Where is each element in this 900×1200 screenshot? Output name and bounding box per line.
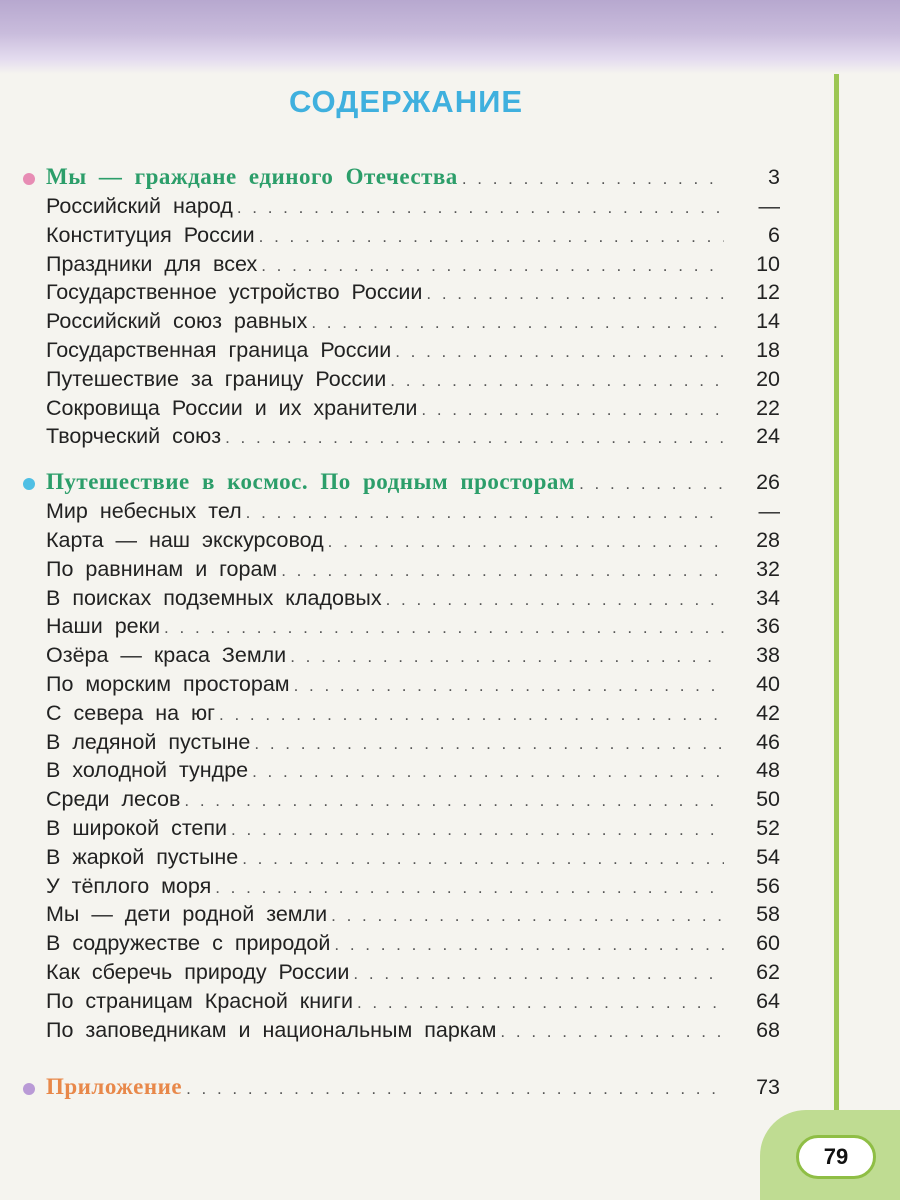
dot-leader — [254, 734, 724, 754]
dot-leader — [261, 256, 724, 276]
toc-item[interactable] — [20, 730, 780, 759]
dot-leader — [186, 1079, 724, 1099]
dot-leader — [331, 906, 724, 926]
toc-item[interactable] — [20, 309, 780, 338]
toc-item-label: Государственное устройство России — [46, 280, 423, 305]
dot-leader — [225, 428, 724, 448]
toc-item[interactable] — [20, 367, 780, 396]
toc-item-label: В холодной тундре — [46, 758, 249, 783]
toc-item-label: У тёплого моря — [46, 873, 212, 898]
section-page-number: 26 — [756, 470, 780, 495]
toc-item[interactable] — [20, 758, 780, 787]
toc-item[interactable] — [20, 194, 780, 223]
dot-leader — [252, 762, 724, 782]
toc-item-page-number: 68 — [756, 1017, 780, 1042]
dot-leader — [290, 647, 724, 667]
toc-item[interactable] — [20, 528, 780, 557]
toc-item-page-number: — — [758, 499, 780, 524]
section-title: Путешествие в космос. По родным просторам — [46, 469, 576, 495]
dot-leader — [421, 400, 724, 420]
toc-item[interactable] — [20, 557, 780, 586]
toc-item-label: По заповедникам и национальным паркам — [46, 1017, 497, 1042]
toc-item-page-number: 20 — [756, 366, 780, 391]
toc-item[interactable] — [20, 280, 780, 309]
toc-item[interactable] — [20, 672, 780, 701]
toc-item-label: Государственная граница России — [46, 337, 392, 362]
section-gap — [20, 1046, 780, 1060]
toc-item[interactable] — [20, 424, 780, 453]
toc-item-label: Сокровища России и их хранители — [46, 395, 418, 420]
toc-item[interactable] — [20, 223, 780, 252]
toc-item-label: Озёра — краса Земли — [46, 643, 287, 668]
dot-leader — [294, 676, 724, 696]
toc-section-heading[interactable] — [20, 164, 780, 194]
toc-item-page-number: 60 — [756, 931, 780, 956]
table-of-contents — [20, 164, 780, 1104]
dot-leader — [219, 705, 724, 725]
toc-item-page-number: 42 — [756, 700, 780, 725]
toc-item-page-number: 48 — [756, 758, 780, 783]
toc-item-label: По морским просторам — [46, 671, 290, 696]
toc-item-page-number: 6 — [768, 222, 780, 247]
toc-item-label: По страницам Красной книги — [46, 988, 353, 1013]
toc-item-page-number: 28 — [756, 527, 780, 552]
toc-item[interactable] — [20, 614, 780, 643]
toc-item-label: Творческий союз — [46, 424, 222, 449]
page-border-line — [834, 74, 839, 1124]
toc-item-page-number: 18 — [756, 337, 780, 362]
toc-item[interactable] — [20, 931, 780, 960]
dot-leader — [395, 342, 724, 362]
toc-item-label: Путешествие за границу России — [46, 366, 387, 391]
toc-item-page-number: 54 — [756, 844, 780, 869]
toc-item-page-number: 24 — [756, 424, 780, 449]
section-title: Мы — граждане единого Отечества — [46, 164, 458, 189]
toc-section-heading[interactable] — [20, 469, 780, 499]
toc-item-page-number: 32 — [756, 556, 780, 581]
dot-leader — [579, 474, 724, 494]
dot-leader — [426, 284, 724, 304]
toc-item[interactable] — [20, 643, 780, 672]
toc-item[interactable] — [20, 787, 780, 816]
toc-item-label: В жаркой пустыне — [46, 844, 239, 869]
dot-leader — [353, 964, 724, 984]
section-page-number: 73 — [756, 1075, 780, 1100]
dot-leader — [246, 503, 724, 523]
toc-item-label: В содружестве с природой — [46, 931, 331, 956]
toc-item-page-number: 10 — [756, 251, 780, 276]
dot-leader — [237, 198, 724, 218]
section-bullet-icon — [23, 173, 35, 185]
toc-item-label: Мир небесных тел — [46, 499, 242, 524]
dot-leader — [231, 820, 724, 840]
top-band — [0, 0, 900, 74]
toc-item[interactable] — [20, 701, 780, 730]
toc-item-label: С севера на юг — [46, 700, 216, 725]
toc-item-label: По равнинам и горам — [46, 556, 278, 581]
toc-item-page-number: 14 — [756, 309, 780, 334]
dot-leader — [462, 169, 724, 189]
section-title: Приложение — [46, 1074, 183, 1100]
section-gap — [20, 1060, 780, 1074]
toc-section-heading[interactable] — [20, 1074, 780, 1104]
toc-item[interactable] — [20, 845, 780, 874]
toc-item[interactable] — [20, 989, 780, 1018]
toc-item[interactable] — [20, 902, 780, 931]
dot-leader — [259, 227, 724, 247]
toc-item-page-number: 12 — [756, 280, 780, 305]
dot-leader — [311, 313, 724, 333]
dot-leader — [164, 618, 724, 638]
toc-item-page-number: 64 — [756, 988, 780, 1013]
toc-item-label: Мы — дети родной земли — [46, 902, 328, 927]
toc-item[interactable] — [20, 1018, 780, 1047]
toc-item-label: В поисках подземных кладовых — [46, 585, 382, 610]
dot-leader — [215, 878, 724, 898]
dot-leader — [242, 849, 724, 869]
toc-item[interactable] — [20, 499, 780, 528]
toc-item-label: Российский народ — [46, 194, 233, 218]
dot-leader — [184, 791, 724, 811]
toc-item[interactable] — [20, 396, 780, 425]
toc-item-page-number: 22 — [756, 395, 780, 420]
toc-item-page-number: — — [758, 194, 780, 218]
dot-leader — [500, 1022, 724, 1042]
page-title: СОДЕРЖАНИЕ — [288, 84, 524, 119]
toc-item-label: Праздники для всех — [46, 251, 258, 276]
toc-item-label: В широкой степи — [46, 815, 228, 840]
toc-item-label: Как сберечь природу России — [46, 959, 350, 984]
dot-leader — [386, 590, 724, 610]
section-page-number: 3 — [768, 165, 780, 189]
toc-item-label: Наши реки — [46, 614, 161, 639]
toc-item-label: Среди лесов — [46, 787, 181, 812]
toc-item-label: Российский союз равных — [46, 309, 308, 334]
dot-leader — [357, 993, 724, 1013]
toc-item[interactable] — [20, 874, 780, 903]
toc-item-page-number: 38 — [756, 643, 780, 668]
dot-leader — [281, 561, 724, 581]
toc-item-page-number: 34 — [756, 585, 780, 610]
dot-leader — [334, 935, 724, 955]
page-number-badge: 79 — [796, 1135, 876, 1179]
toc-item-label: В ледяной пустыне — [46, 729, 251, 754]
toc-item-page-number: 36 — [756, 614, 780, 639]
toc-item-page-number: 50 — [756, 787, 780, 812]
toc-item-label: Конституция России — [46, 222, 255, 247]
toc-item[interactable] — [20, 960, 780, 989]
toc-item-page-number: 56 — [756, 873, 780, 898]
toc-item-page-number: 58 — [756, 902, 780, 927]
toc-item-label: Карта — наш экскурсовод — [46, 527, 324, 552]
toc-item[interactable] — [20, 816, 780, 845]
toc-item-page-number: 52 — [756, 815, 780, 840]
toc-item[interactable] — [20, 252, 780, 281]
toc-item[interactable] — [20, 338, 780, 367]
dot-leader — [390, 371, 724, 391]
toc-item[interactable] — [20, 586, 780, 615]
section-gap — [20, 453, 780, 469]
toc-item-page-number: 40 — [756, 671, 780, 696]
toc-item-page-number: 62 — [756, 959, 780, 984]
toc-item-page-number: 46 — [756, 729, 780, 754]
dot-leader — [328, 532, 724, 552]
